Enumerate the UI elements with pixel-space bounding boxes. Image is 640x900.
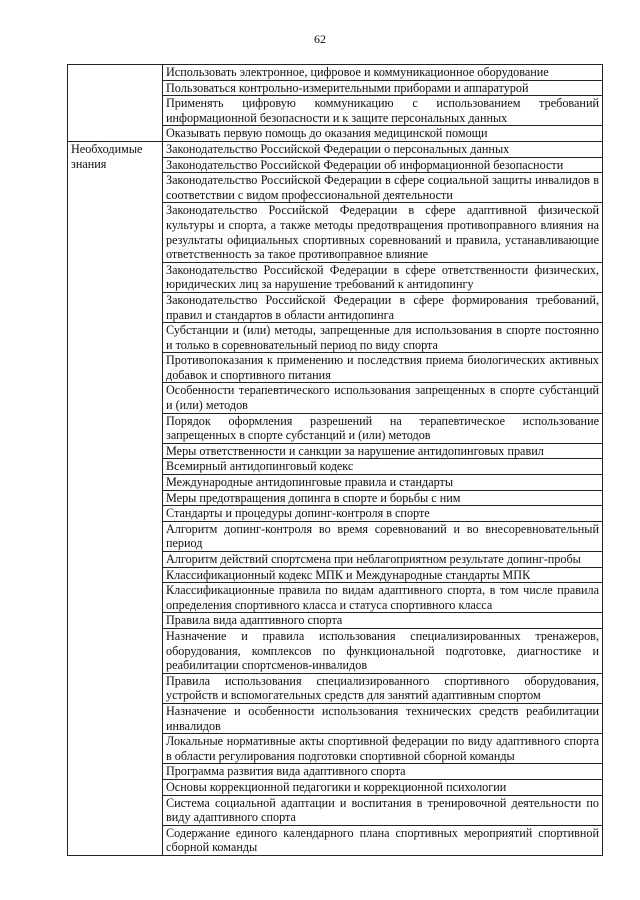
requirements-table [67,64,603,856]
knowledge-item: Субстанции и (или) методы, запрещенные для использования в спорте постоянно и только в соревновательный период по виду спорта [163,323,603,353]
knowledge-item: Международные антидопинговые правила и стандарты [163,475,603,491]
knowledge-item: Программа развития вида адаптивного спорта [163,764,603,780]
knowledge-item: Меры ответственности и санкции за нарушение антидопинговых правил [163,443,603,459]
skills-item: Использовать электронное, цифровое и коммуникационное оборудование [163,65,603,81]
knowledge-item: Меры предотвращения допинга в спорте и борьбы с ним [163,490,603,506]
knowledge-item: Система социальной адаптации и воспитания в тренировочной деятельности по виду адаптивного спорта [163,795,603,825]
skills-item: Пользоваться контрольно-измерительными приборами и аппаратурой [163,80,603,96]
knowledge-item: Особенности терапевтического использования запрещенных в спорте субстанций и (или) методов [163,383,603,413]
skills-item: Применять цифровую коммуникацию с использованием требований информационной безопасности и к защите персональных данных [163,96,603,126]
knowledge-item: Классификационный кодекс МПК и Международные стандарты МПК [163,567,603,583]
page-number: 62 [314,32,326,46]
knowledge-item: Назначение и особенности использования технических средств реабилитации инвалидов [163,703,603,733]
skills-item: Оказывать первую помощь до оказания медицинской помощи [163,126,603,142]
knowledge-item: Законодательство Российской Федерации о персональных данных [163,141,603,157]
knowledge-item: Законодательство Российской Федерации в сфере адаптивной физической культуры и спорта, а также методы предотвращения противоправного влияния на результаты официальных спортивных соревнований и правила, устанавливающие ответственность за такое противоправное влияние [163,203,603,262]
knowledge-item: Порядок оформления разрешений на терапевтическое использование запрещенных в спорте субстанций и (или) методов [163,413,603,443]
knowledge-item: Алгоритм допинг-контроля во время соревнований и во внесоревновательный период [163,521,603,551]
knowledge-item: Законодательство Российской Федерации в сфере формирования требований, правил и стандартов в области антидопинга [163,292,603,322]
knowledge-item: Всемирный антидопинговый кодекс [163,459,603,475]
knowledge-label: Необходимые знания [68,141,163,855]
knowledge-item: Противопоказания к применению и последствия приема биологических активных добавок и спортивного питания [163,353,603,383]
knowledge-item: Законодательство Российской Федерации об информационной безопасности [163,157,603,173]
knowledge-item: Локальные нормативные акты спортивной федерации по виду адаптивного спорта в области регулирования подготовки спортивной сборной команды [163,734,603,764]
knowledge-item: Правила вида адаптивного спорта [163,613,603,629]
table-row [68,141,603,157]
knowledge-item: Законодательство Российской Федерации в сфере социальной защиты инвалидов в соответствии с видом профессиональной деятельности [163,173,603,203]
knowledge-item: Содержание единого календарного плана спортивных мероприятий спортивной сборной команды [163,825,603,855]
knowledge-item: Основы коррекционной педагогики и коррекционной психологии [163,779,603,795]
knowledge-item: Стандарты и процедуры допинг-контроля в спорте [163,506,603,522]
skills-label [68,65,163,142]
knowledge-item: Правила использования специализированного спортивного оборудования, устройств и вспомогательных средств для занятий адаптивным спортом [163,673,603,703]
knowledge-item: Назначение и правила использования специализированных тренажеров, оборудования, комплексов по функциональной подготовке, диагностике и реабилитации спортсменов-инвалидов [163,628,603,673]
knowledge-item: Законодательство Российской Федерации в сфере ответственности физических, юридических лиц за нарушение требований к антидопингу [163,262,603,292]
knowledge-item: Алгоритм действий спортсмена при неблагоприятном результате допинг-пробы [163,552,603,568]
knowledge-item: Классификационные правила по видам адаптивного спорта, в том числе правила определения спортивного класса и статуса спортивного класса [163,583,603,613]
table-row [68,65,603,81]
